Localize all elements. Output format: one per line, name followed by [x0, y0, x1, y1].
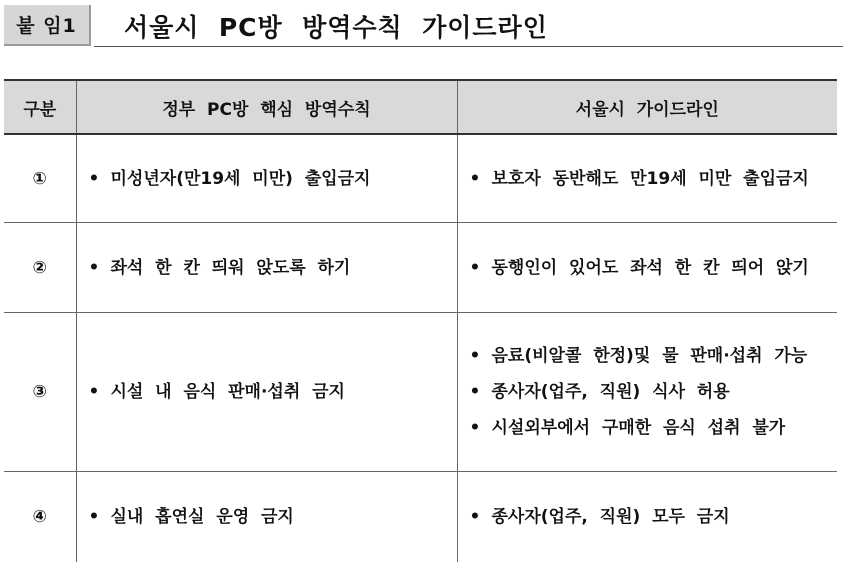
rule-text: 보호자 동반해도 만19세 미만 출입금지 — [491, 168, 809, 189]
list-item — [89, 161, 457, 197]
bullet-icon: • — [88, 382, 100, 402]
rule-text: 음료(비알콜 한정)및 물 판매·섭취 가능 — [491, 346, 808, 366]
bullet-icon: • — [469, 382, 481, 402]
list-item — [89, 374, 457, 410]
rule-text: 미성년자(만19세 미만) 출입금지 — [110, 168, 371, 189]
bullet-icon: • — [469, 168, 481, 189]
list-item — [89, 250, 457, 286]
seoul-guideline-cell — [457, 223, 837, 313]
bullet-icon: • — [469, 418, 481, 438]
seoul-guideline-cell — [457, 313, 837, 472]
attachment-badge: 붙 임1 — [4, 5, 91, 46]
table-row — [4, 223, 837, 313]
seoul-guideline-cell — [457, 472, 837, 563]
title-underline — [94, 46, 843, 47]
table-row — [4, 313, 837, 472]
list-item — [470, 374, 838, 410]
row-number: ① — [4, 134, 76, 223]
bullet-icon: • — [88, 168, 100, 189]
government-rule-cell — [76, 313, 457, 472]
column-header-seoul: 서울시 가이드라인 — [457, 80, 837, 134]
rule-text: 종사자(업주, 직원) 모두 금지 — [491, 507, 730, 527]
government-rule-cell — [76, 134, 457, 223]
rule-text: 시설 내 음식 판매·섭취 금지 — [110, 382, 345, 402]
rule-text: 좌석 한 칸 띄워 앉도록 하기 — [110, 257, 351, 278]
table-row — [4, 134, 837, 223]
bullet-icon: • — [469, 346, 481, 366]
rule-text: 시설외부에서 구매한 음식 섭취 불가 — [491, 418, 786, 438]
row-number: ② — [4, 223, 76, 313]
government-rule-cell — [76, 223, 457, 313]
column-header-category: 구분 — [4, 80, 76, 134]
list-item — [470, 410, 838, 446]
list-item — [89, 499, 457, 535]
bullet-icon: • — [469, 257, 481, 278]
table-header-row — [4, 80, 837, 134]
bullet-icon: • — [88, 507, 100, 527]
seoul-guideline-cell — [457, 134, 837, 223]
bullet-icon: • — [469, 507, 481, 527]
list-item — [470, 338, 838, 374]
table-row — [4, 472, 837, 563]
bullet-icon: • — [88, 257, 100, 278]
row-number: ③ — [4, 313, 76, 472]
list-item — [470, 161, 838, 197]
list-item — [470, 499, 838, 535]
government-rule-cell — [76, 472, 457, 563]
page-title: 서울시 PC방 방역수칙 가이드라인 — [124, 13, 548, 42]
rule-text: 실내 흡연실 운영 금지 — [110, 507, 294, 527]
list-item — [470, 250, 838, 286]
rule-text: 종사자(업주, 직원) 식사 허용 — [491, 382, 730, 402]
column-header-government: 정부 PC방 핵심 방역수칙 — [76, 80, 457, 134]
rule-text: 동행인이 있어도 좌석 한 칸 띄어 앉기 — [491, 257, 809, 278]
guideline-table — [4, 79, 837, 562]
row-number: ④ — [4, 472, 76, 563]
